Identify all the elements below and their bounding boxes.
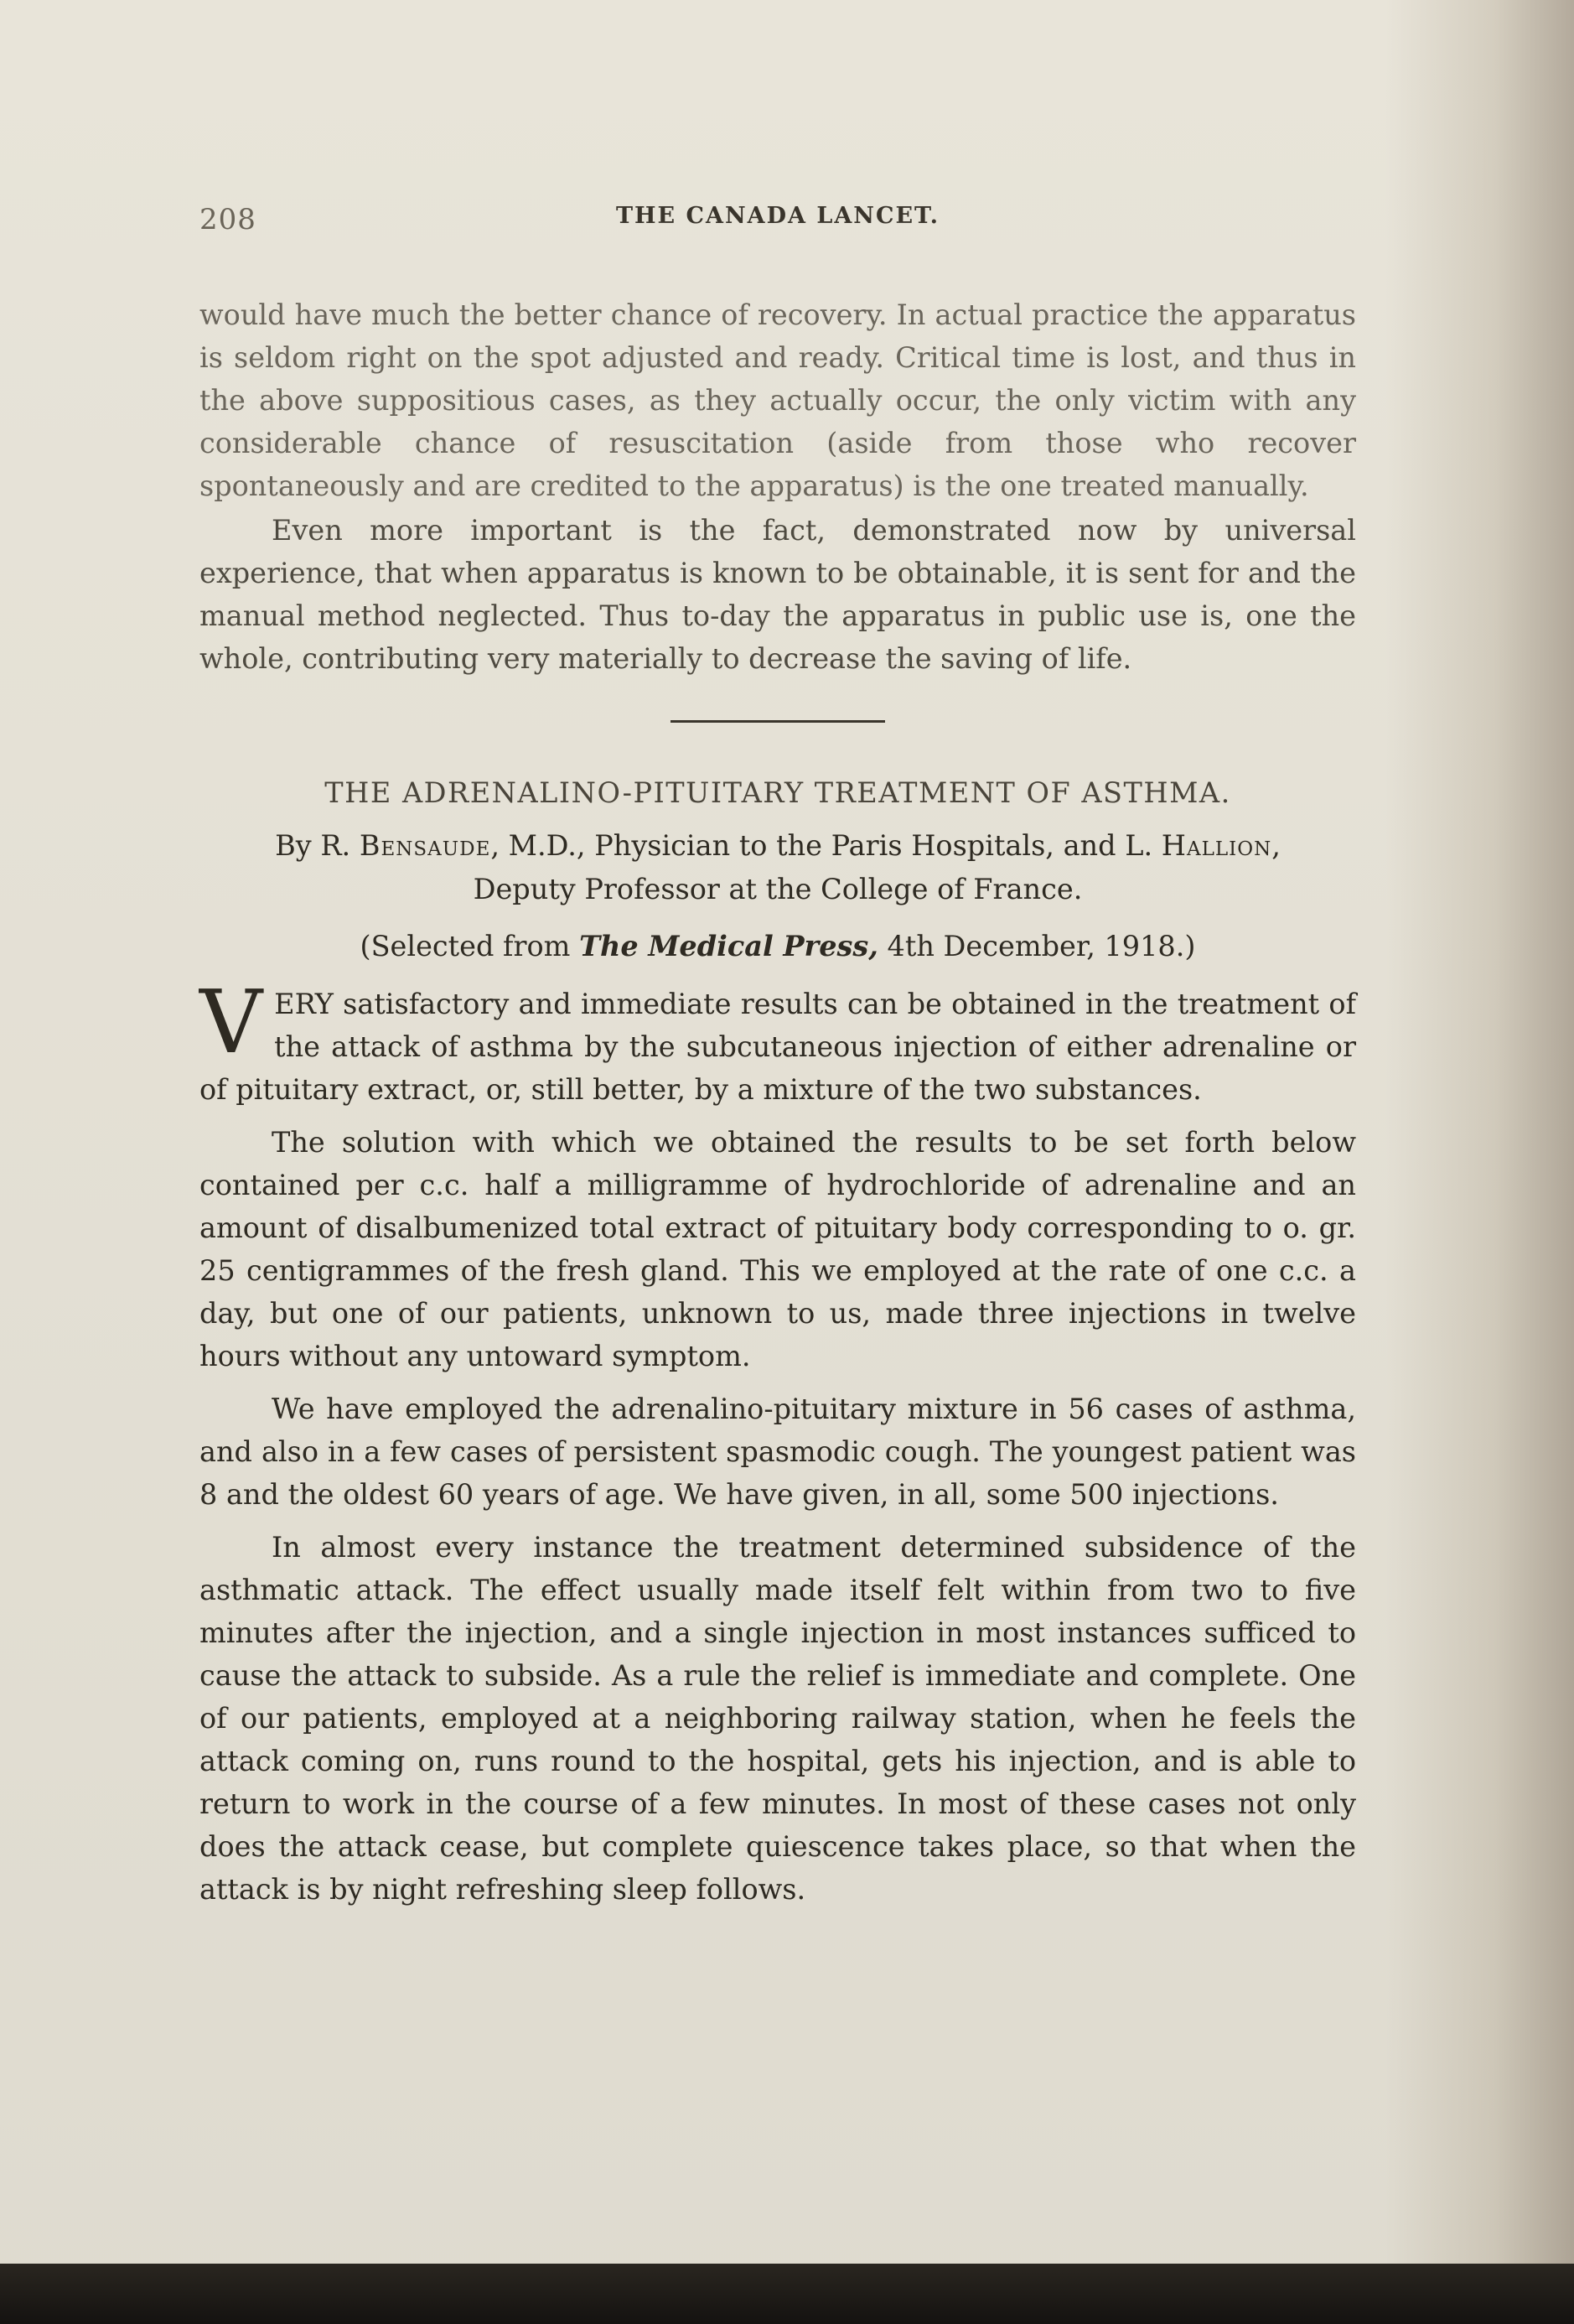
paragraph-gap <box>199 1377 1356 1388</box>
byline-line-2: Deputy Professor at the College of France. <box>473 873 1083 905</box>
byline-by: By R. <box>275 829 360 862</box>
byline-middle: , M.D., Physician to the Paris Hospitals, and L. <box>490 829 1162 862</box>
source-citation <box>199 930 1356 962</box>
journal-title: THE CANADA LANCET. <box>615 203 940 229</box>
source-publication: The Medical Press, <box>579 930 878 962</box>
source-open: (Selected from <box>360 930 580 962</box>
article-paragraph-1-text: ERY satisfactory and immediate results can be obtained in the treatment of the attack of asthma by the subcutaneous injection of either adrenaline or of pituitary extract, or, still better, by a mixture of the two substances. <box>199 988 1356 1106</box>
section-divider <box>671 720 885 723</box>
article-paragraph-2: The solution with which we obtained the results to be set forth below contained per c.c. half a milligramme of hydrochloride of adrenaline and an amount of disalbumenized total extract of pituitary body corresponding to o. gr. 25 centigrammes of the fresh gland. This we employed at the rate of one c.c. a day, but one of our patients, unknown to us, made three injections in twelve hours without any untoward symptom. <box>199 1126 1356 1372</box>
byline-line-1 <box>199 824 1356 868</box>
byline-author-1: Bensaude <box>359 829 491 862</box>
byline-author-2: Hallion <box>1161 829 1272 862</box>
drop-cap: V <box>199 971 263 1073</box>
continued-paragraph-1: would have much the better chance of recovery. In actual practice the apparatus is seldom right on the spot adjusted and ready. Critical time is lost, and thus in the above suppositious cases, as they actually occur, the only victim with any considerable chance of resuscitation (aside from those who recover spontaneously and are credited to the apparatus) is the one treated manually. <box>199 298 1356 502</box>
page-number: 208 <box>199 203 256 236</box>
page-bottom-edge <box>0 2264 1574 2324</box>
article-paragraph-4: In almost every instance the treatment determined subsidence of the asthmatic attack. The effect usually made itself felt within from two to five minutes after the injection, and a single injection in most instances sufficed to cause the attack to subside. As a rule the relief is immediate and complete. One of our patients, employed at a neighboring railway station, when he feels the attack coming on, runs round to the hospital, gets his injection, and is able to return to work in the course of a few minutes. In most of these cases not only does the attack cease, but complete quiescence takes place, so that when the attack is by night refreshing sleep follows. <box>199 1531 1356 1906</box>
paragraph-gap <box>199 1111 1356 1121</box>
page-content <box>199 193 1356 1911</box>
source-date: 4th December, 1918.) <box>878 930 1196 962</box>
article-title: THE ADRENALINO-PITUITARY TREATMENT OF ASTHMA. <box>324 776 1231 809</box>
byline-end: , <box>1271 829 1281 862</box>
article-paragraph-3: We have employed the adrenalino-pituitary mixture in 56 cases of asthma, and also in a few cases of persistent spasmodic cough. The youngest patient was 8 and the oldest 60 years of age. We have given, in all, some 500 injections. <box>199 1393 1356 1511</box>
paragraph-gap <box>199 1516 1356 1526</box>
byline <box>199 824 1356 911</box>
running-head <box>199 193 1356 243</box>
continued-paragraph-2: Even more important is the fact, demonstrated now by universal experience, that when apparatus is known to be obtainable, it is sent for and the manual method neglected. Thus to-day the apparatus in public use is, one the whole, contributing very materially to decrease the saving of life. <box>199 514 1356 675</box>
article-paragraph-1 <box>199 971 1356 1111</box>
